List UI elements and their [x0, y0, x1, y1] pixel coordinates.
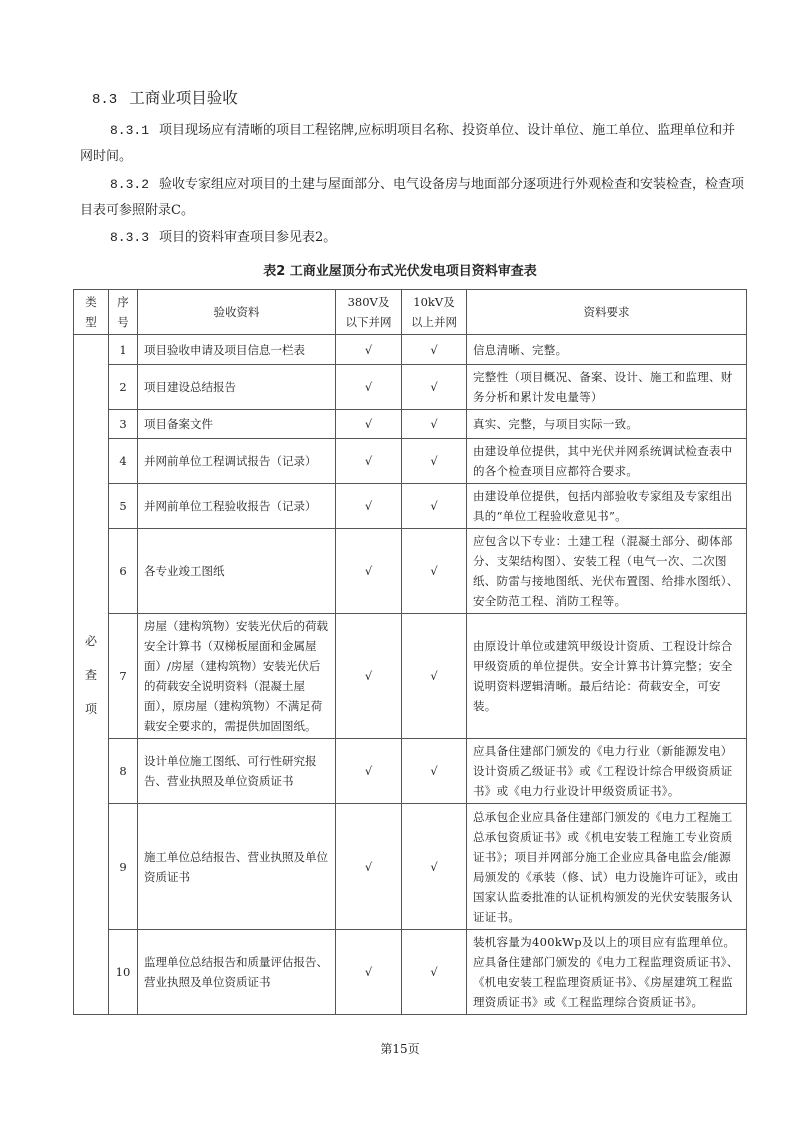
material-cell: 并网前单位工程验收报告（记录） [138, 484, 336, 529]
material-cell: 房屋（建构筑物）安装光伏后的荷载安全计算书（双梯板屋面和金属屋面）/房屋（建构筑物）安装光伏后的荷载安全说明资料（混凝土屋面），原房屋（建构筑物）不满足荷载安全要求的，需提供加固图纸。 [138, 614, 336, 739]
seq-cell: 8 [109, 739, 138, 804]
seq-cell: 3 [109, 410, 138, 439]
check-10kv: √ [402, 614, 467, 739]
requirement-cell: 由建设单位提供，其中光伏并网系统调试检查表中的各个检查项目应都符合要求。 [467, 439, 747, 484]
table-row [74, 739, 747, 804]
paragraph-text: 验收专家组应对项目的土建与屋面部分、电气设备房与地面部分逐项进行外观检查和安装检查，检查项目表可参照附录C。 [80, 177, 745, 218]
paragraph-number: 8.3.1 [110, 123, 150, 138]
section-number: 8.3 [92, 92, 118, 108]
table-row [74, 365, 747, 410]
check-380v: √ [336, 614, 402, 739]
material-cell: 并网前单位工程调试报告（记录） [138, 439, 336, 484]
section-heading [92, 86, 238, 108]
seq-cell: 7 [109, 614, 138, 739]
material-cell: 监理单位总结报告和质量评估报告、营业执照及单位资质证书 [138, 930, 336, 1015]
material-cell: 各专业竣工图纸 [138, 529, 336, 614]
seq-cell: 4 [109, 439, 138, 484]
material-cell: 项目建设总结报告 [138, 365, 336, 410]
table-title: 表2 工商业屋顶分布式光伏发电项目资料审查表 [263, 264, 537, 279]
paragraph-number: 8.3.2 [110, 177, 150, 192]
material-cell: 施工单位总结报告、营业执照及单位资质证书 [138, 804, 336, 930]
seq-cell: 2 [109, 365, 138, 410]
category-cell [74, 335, 109, 1015]
category-label: 必查项 [85, 633, 98, 716]
paragraph-text: 项目的资料审查项目参见表2。 [159, 230, 337, 245]
check-10kv: √ [402, 335, 467, 365]
seq-cell: 10 [109, 930, 138, 1015]
check-380v: √ [336, 335, 402, 365]
header-380v: 380V及以下并网 [336, 290, 402, 335]
page-number: 第15页 [380, 1042, 420, 1056]
check-380v: √ [336, 484, 402, 529]
review-table [73, 289, 747, 1015]
table-row [74, 335, 747, 365]
seq-cell: 9 [109, 804, 138, 930]
paragraph-8-3-2 [80, 172, 748, 224]
check-10kv: √ [402, 930, 467, 1015]
requirement-cell: 装机容量为400kWp及以上的项目应有监理单位。应具备住建部门颁发的《电力工程监理资质证书》、《机电安装工程监理资质证书》、《房屋建筑工程监理资质证书》或《工程监理综合资质证书》。 [467, 930, 747, 1015]
paragraph-8-3-3 [80, 225, 748, 251]
requirement-cell: 由建设单位提供，包括内部验收专家组及专家组出具的“单位工程验收意见书”。 [467, 484, 747, 529]
paragraph-8-3-1 [80, 118, 748, 170]
requirement-cell: 应具备住建部门颁发的《电力行业（新能源发电）设计资质乙级证书》或《工程设计综合甲级资质证书》或《电力行业设计甲级资质证书》。 [467, 739, 747, 804]
header-10kv: 10kV及以上并网 [402, 290, 467, 335]
check-380v: √ [336, 439, 402, 484]
table-row [74, 930, 747, 1015]
table-row [74, 529, 747, 614]
check-380v: √ [336, 930, 402, 1015]
check-10kv: √ [402, 439, 467, 484]
check-380v: √ [336, 529, 402, 614]
requirement-cell: 总承包企业应具备住建部门颁发的《电力工程施工总承包资质证书》或《机电安装工程施工专业资质证书》；项目并网部分施工企业应具备电监会/能源局颁发的《承装（修、试）电力设施许可证》，或由国家认监委批准的认证机构颁发的光伏安装服务认证证书。 [467, 804, 747, 930]
check-10kv: √ [402, 529, 467, 614]
material-cell: 项目备案文件 [138, 410, 336, 439]
check-10kv: √ [402, 365, 467, 410]
requirement-cell: 真实、完整，与项目实际一致。 [467, 410, 747, 439]
seq-cell: 1 [109, 335, 138, 365]
check-380v: √ [336, 739, 402, 804]
material-cell: 项目验收申请及项目信息一栏表 [138, 335, 336, 365]
table-header-row [74, 290, 747, 335]
check-10kv: √ [402, 484, 467, 529]
table-row [74, 484, 747, 529]
check-10kv: √ [402, 739, 467, 804]
check-380v: √ [336, 365, 402, 410]
material-cell: 设计单位施工图纸、可行性研究报告、营业执照及单位资质证书 [138, 739, 336, 804]
requirement-cell: 应包含以下专业：土建工程（混凝土部分、砌体部分、支架结构图）、安装工程（电气一次、二次图纸、防雷与接地图纸、光伏布置图、给排水图纸）、安全防范工程、消防工程等。 [467, 529, 747, 614]
requirement-cell: 完整性（项目概况、备案、设计、施工和监理、财务分析和累计发电量等） [467, 365, 747, 410]
paragraph-text: 项目现场应有清晰的项目工程铭牌,应标明项目名称、投资单位、设计单位、施工单位、监理单位和并网时间。 [80, 123, 736, 164]
table-row [74, 439, 747, 484]
table-row [74, 410, 747, 439]
check-10kv: √ [402, 804, 467, 930]
requirement-cell: 信息清晰、完整。 [467, 335, 747, 365]
header-requirement: 资料要求 [467, 290, 747, 335]
check-10kv: √ [402, 410, 467, 439]
header-material: 验收资料 [138, 290, 336, 335]
table-row [74, 614, 747, 739]
seq-cell: 6 [109, 529, 138, 614]
table-row [74, 804, 747, 930]
header-seq: 序号 [109, 290, 138, 335]
check-380v: √ [336, 804, 402, 930]
paragraph-number: 8.3.3 [110, 230, 150, 245]
seq-cell: 5 [109, 484, 138, 529]
requirement-cell: 由原设计单位或建筑甲级设计资质、工程设计综合甲级资质的单位提供。安全计算书计算完整；安全说明资料逻辑清晰。最后结论：荷载安全，可安装。 [467, 614, 747, 739]
section-title: 工商业项目验收 [129, 89, 238, 107]
check-380v: √ [336, 410, 402, 439]
header-type: 类型 [74, 290, 109, 335]
